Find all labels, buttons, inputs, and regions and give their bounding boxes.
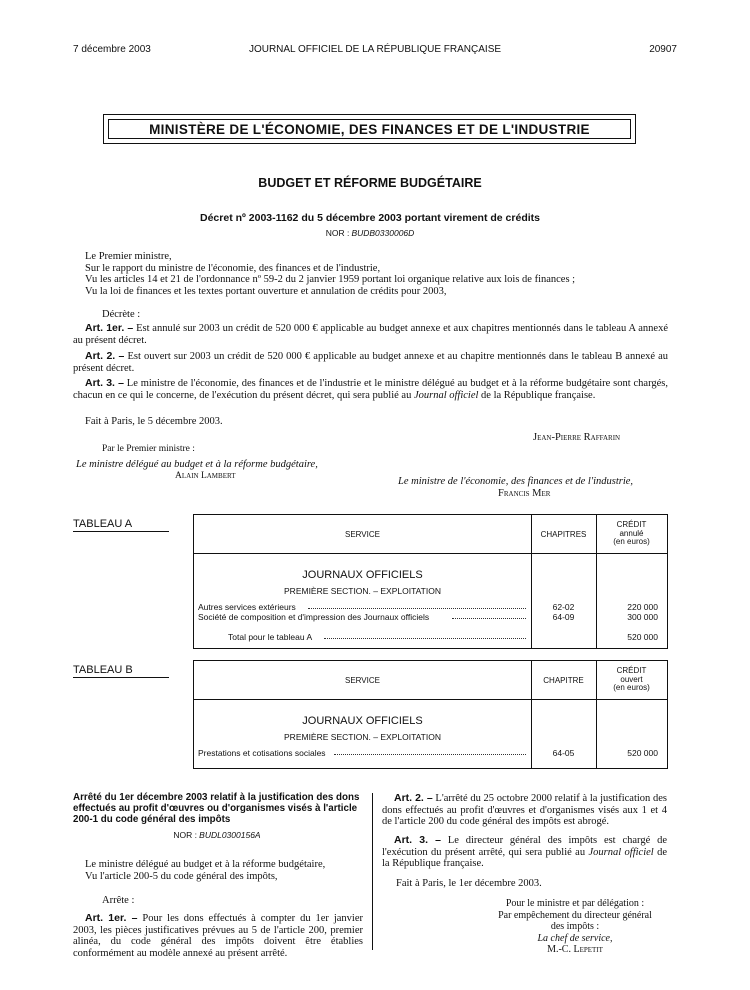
- total-amount: 520 000: [627, 632, 658, 642]
- minister-budget-title: Le ministre délégué au budget et à la réforme budgétaire,: [76, 459, 318, 470]
- article-text: L'arrêté du 25 octobre 2000 relatif à la justification des dons effectués au profit d'œuvres et d'organismes visés aux 1 et 4 de l'article 200 du code général des impôts est abrogé.: [382, 793, 668, 828]
- arrete-arrete: Arrête :: [102, 895, 135, 906]
- arrete-title: Arrêté du 1er décembre 2003 relatif à la justification des dons effectués au profit d'œuvres ou d'organismes visés à l'article 200-1 du code général des impôts: [73, 792, 360, 825]
- article-label: Art. 2. –: [394, 792, 433, 804]
- col-header-service: SERVICE: [345, 530, 380, 539]
- minister-eco-title: Le ministre de l'économie, des finances et de l'industrie,: [398, 476, 634, 487]
- col-header-chapitres: CHAPITRES: [540, 530, 587, 539]
- arrete-nor: [73, 830, 361, 840]
- article-label: Art. 1er. –: [85, 322, 134, 334]
- tableau-a-label: TABLEAU A: [73, 518, 169, 532]
- section-title-row: PREMIÈRE SECTION. – EXPLOITATION: [284, 732, 441, 742]
- arrete-article-3: [382, 835, 667, 870]
- decree-done: Fait à Paris, le 5 décembre 2003.: [85, 416, 223, 427]
- article-text: de la République française.: [382, 846, 668, 870]
- page-date: 7 décembre 2003: [73, 44, 151, 55]
- table-row-chapitre: 62-02: [552, 602, 575, 612]
- dot-leader: [452, 618, 526, 619]
- arrete-article-1: [73, 913, 363, 959]
- par-premier-ministre: Par le Premier ministre :: [102, 444, 195, 454]
- article-text: Est annulé sur 2003 un crédit de 520 000 € applicable au budget annexe et aux chapitres mentionnés dans le tableau A annexé au présent décret.: [73, 323, 668, 346]
- page-number: 20907: [649, 44, 677, 55]
- table-row-amount: 520 000: [627, 748, 658, 758]
- article-text: Le directeur général des impôts est chargé de l'exécution du présent arrêté, qui sera publié au: [382, 835, 668, 858]
- decree-article-1: [73, 323, 668, 346]
- credit-label: (en euros): [613, 537, 650, 546]
- ministry-title: MINISTÈRE DE L'ÉCONOMIE, DES FINANCES ET DE L'INDUSTRIE: [108, 119, 631, 139]
- decree-nor: [0, 228, 740, 238]
- total-label: Total pour le tableau A: [228, 632, 313, 642]
- arrete-signature: [480, 898, 670, 956]
- visa-line: Vu la loi de finances et les textes portant ouverture et annulation de crédits pour 2003,: [85, 285, 447, 297]
- section-title: BUDGET ET RÉFORME BUDGÉTAIRE: [258, 176, 482, 190]
- table-row-amount: 220 000: [627, 602, 658, 612]
- header-divider: [194, 553, 667, 554]
- nor-code: BUDB0330006D: [351, 228, 415, 238]
- credit-label: CRÉDIT: [616, 520, 647, 529]
- table-row-chapitre: 64-05: [552, 748, 575, 758]
- article-text: de la République française.: [481, 389, 596, 401]
- group-title: JOURNAUX OFFICIELS: [302, 569, 423, 581]
- article-text: Le ministre de l'économie, des finances et de l'industrie et le ministre délégué au budget et à la réforme budgétaire sont chargés, chacun en ce qui le concerne, de l'exécution du présent décret, qui sera publié au: [73, 378, 669, 401]
- arrete-article-2: [382, 793, 667, 828]
- table-row-service: Prestations et cotisations sociales: [198, 748, 326, 758]
- col-header-service: SERVICE: [345, 676, 380, 685]
- article-text: Pour les dons effectués à compter du 1er janvier 2003, les pièces justificatives prévues au 5 de l'article 200, premier alinéa, du code général des impôts doivent être établies conformément au modèle annexé au présent arrêté.: [73, 913, 363, 959]
- article-label: Art. 2. –: [85, 350, 125, 362]
- article-text: Est ouvert sur 2003 un crédit de 520 000 € applicable au budget annexe et au chapitre mentionnés dans le tableau B annexé au présent décret.: [73, 351, 669, 374]
- dot-leader: [308, 608, 526, 609]
- table-row-service: Autres services extérieurs: [198, 602, 296, 612]
- decree-decrete: Décrète :: [102, 309, 141, 320]
- arrete-visa-2: Vu l'article 200-5 du code général des impôts,: [85, 871, 278, 882]
- signature-line: des impôts :: [550, 921, 600, 932]
- group-title: JOURNAUX OFFICIELS: [302, 715, 423, 727]
- tableau-b-label: TABLEAU B: [73, 664, 169, 678]
- decree-visas: [85, 251, 670, 297]
- article-label: Art. 1er. –: [85, 912, 138, 924]
- signature-line: La chef de service,: [537, 932, 613, 944]
- header-divider: [194, 699, 667, 700]
- col-header-credit: [596, 521, 667, 547]
- table-row-service: Société de composition et d'impression des Journaux officiels: [198, 612, 430, 622]
- nor-label: NOR :: [173, 830, 198, 840]
- article-label: Art. 3. –: [394, 834, 441, 846]
- credit-label: annulé: [619, 528, 644, 538]
- nor-code: BUDL0300156A: [199, 830, 261, 840]
- col-header-chapitre: CHAPITRE: [543, 676, 584, 685]
- credit-label: ouvert: [620, 674, 643, 684]
- column-rule: [372, 793, 373, 950]
- nor-label: NOR :: [325, 228, 350, 238]
- minister-budget-name: Alain Lambert: [175, 471, 236, 481]
- arrete-visa-1: Le ministre délégué au budget et à la réforme budgétaire,: [85, 859, 326, 870]
- signature-line: Par empêchement du directeur général: [498, 909, 652, 921]
- section-title-row: PREMIÈRE SECTION. – EXPLOITATION: [284, 586, 441, 596]
- signature-name: M.-C. Lepetit: [547, 944, 603, 955]
- dot-leader: [334, 754, 526, 755]
- decree-article-3: [73, 378, 668, 401]
- tableau-b: [193, 660, 668, 769]
- minister-eco-name: Francis Mer: [498, 488, 551, 499]
- signature-line: Pour le ministre et par délégation :: [505, 898, 645, 909]
- pm-signature: Jean-Pierre Raffarin: [533, 432, 621, 443]
- journal-officiel-ref: Journal officiel: [588, 846, 654, 858]
- credit-label: (en euros): [613, 683, 650, 692]
- ministry-box: [103, 114, 636, 144]
- visa-line: Le Premier ministre,: [85, 251, 172, 262]
- journal-title: JOURNAL OFFICIEL DE LA RÉPUBLIQUE FRANÇAISE: [248, 44, 502, 55]
- credit-label: CRÉDIT: [616, 666, 647, 675]
- journal-officiel-ref: Journal officiel: [413, 389, 479, 401]
- col-header-credit: [596, 667, 667, 693]
- table-row-chapitre: 64-09: [552, 612, 575, 622]
- arrete-done: Fait à Paris, le 1er décembre 2003.: [396, 878, 542, 889]
- visa-line: Vu les articles 14 et 21 de l'ordonnance nº 59-2 du 2 janvier 1959 portant loi organique relative aux lois de finances ;: [85, 274, 576, 286]
- dot-leader: [324, 638, 526, 639]
- decree-article-2: [73, 351, 668, 374]
- decree-title: Décret nº 2003-1162 du 5 décembre 2003 portant virement de crédits: [200, 212, 540, 224]
- tableau-a: [193, 514, 668, 649]
- table-row-amount: 300 000: [627, 612, 658, 622]
- article-label: Art. 3. –: [85, 377, 124, 389]
- visa-line: Sur le rapport du ministre de l'économie, des finances et de l'industrie,: [85, 262, 381, 274]
